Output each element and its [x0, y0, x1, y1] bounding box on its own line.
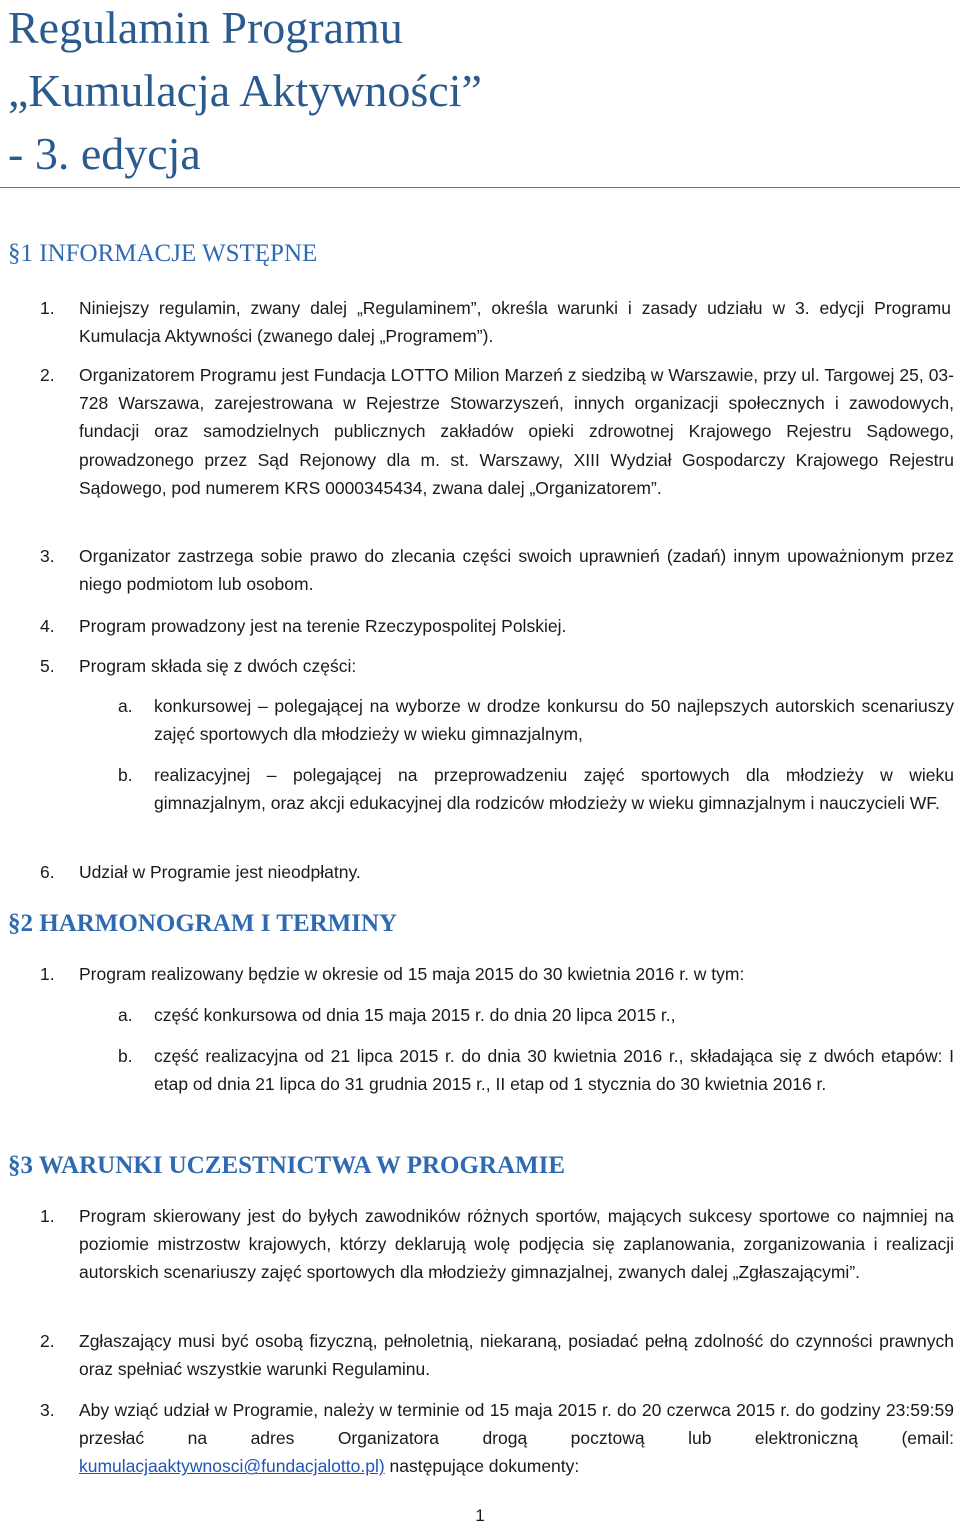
document-title [0, 0, 960, 185]
section-3-heading: §3 WARUNKI UCZESTNICTWA W PROGRAMIE [8, 1152, 566, 1179]
s3-item-1-text: Program skierowany jest do byłych zawodników różnych sportów, mających sukcesy sportowe co najmniej na poziomie mistrzostw krajowych, którzy deklarują wolę podjęcia się zaplanowania, zorganizowania i realizacji autorskich scenariuszy zajęć sportowych dla młodzieży gimnazjalnej, zwanych dalej „Zgłaszającymi”. [79, 1206, 954, 1283]
s1-item-5b-letter: b. [118, 765, 133, 785]
s1-item-5-text: Program składa się z dwóch części: [79, 656, 357, 676]
s1-item-6-text: Udział w Programie jest nieodpłatny. [79, 862, 361, 882]
s3-item-3-number: 3. [40, 1400, 55, 1420]
s1-item-5-number: 5. [40, 656, 55, 676]
title-line-2: „Kumulacja Aktywności” [8, 65, 482, 116]
s1-item-5b-text: realizacyjnej – polegającej na przeprowadzeniu zajęć sportowych dla młodzieży w wieku gimnazjalnym, oraz akcji edukacyjnej dla rodziców młodzieży w wieku gimnazjalnym i nauczycieli WF. [154, 765, 954, 814]
s1-item-2-text: Organizatorem Programu jest Fundacja LOTTO Milion Marzeń z siedzibą w Warszawie, przy ul. Targowej 25, 03-728 Warszawa, zarejestrowana w Rejestrze Stowarzyszeń, innych organizacji społecznych i zawodowych, fundacji oraz samodzielnych publicznych zakładów opieki zdrowotnej Krajowego Rejestru Sądowego, prowadzonego przez Sąd Rejonowy dla m. st. Warszawy, XIII Wydział Gospodarczy Krajowego Rejestru Sądowego, pod numerem KRS 0000345434, zwana dalej „Organizatorem”. [79, 365, 954, 498]
s1-item-3-text: Organizator zastrzega sobie prawo do zlecania części swoich uprawnień (zadań) innym upoważnionym przez niego podmiotom lub osobom. [79, 546, 954, 595]
title-divider [0, 187, 960, 188]
title-line-3: - 3. edycja [8, 128, 201, 179]
s1-item-2-number: 2. [40, 365, 55, 385]
s3-item-3-text-after: następujące dokumenty: [384, 1456, 580, 1477]
s1-item-3-number: 3. [40, 546, 55, 566]
s1-item-1-number: 1. [40, 298, 55, 318]
s1-item-6-number: 6. [40, 862, 55, 882]
title-line-1: Regulamin Programu [8, 2, 403, 53]
section-2-heading: §2 HARMONOGRAM I TERMINY [8, 910, 398, 937]
s1-item-1-text: Niniejszy regulamin, zwany dalej „Regulaminem”, określa warunki i zasady udziału w 3. edycji Programu Kumulacja Aktywności (zwanego dalej „Programem”). [79, 298, 951, 347]
s1-item-5a-text: konkursowej – polegającej na wyborze w drodze konkursu do 50 najlepszych autorskich scenariuszy zajęć sportowych dla młodzieży w wieku gimnazjalnym, [154, 696, 954, 745]
s3-item-2-text: Zgłaszający musi być osobą fizyczną, pełnoletnią, niekaraną, posiadać pełną zdolność do czynności prawnych oraz spełniać wszystkie warunki Regulaminu. [79, 1331, 954, 1380]
s2-item-1b-text: część realizacyjna od 21 lipca 2015 r. do dnia 30 kwietnia 2016 r., składająca się z dwóch etapów: I etap od dnia 21 lipca do 31 grudnia 2015 r., II etap od 1 stycznia do 30 kwietnia 2016 r. [154, 1046, 954, 1095]
s3-item-2-number: 2. [40, 1331, 55, 1351]
s2-item-1-number: 1. [40, 964, 55, 984]
email-link[interactable]: kumulacjaaktywnosci@fundacjalotto.pl) [79, 1456, 385, 1477]
s1-item-4-number: 4. [40, 616, 55, 636]
s1-item-5a-letter: a. [118, 696, 133, 716]
s2-item-1a-text: część konkursowa od dnia 15 maja 2015 r. do dnia 20 lipca 2015 r., [154, 1005, 676, 1025]
s2-item-1b-letter: b. [118, 1046, 133, 1066]
section-1-heading: §1 INFORMACJE WSTĘPNE [8, 240, 318, 267]
s3-item-1-number: 1. [40, 1206, 55, 1226]
s2-item-1-text: Program realizowany będzie w okresie od 15 maja 2015 do 30 kwietnia 2016 r. w tym: [79, 964, 745, 984]
page-number: 1 [475, 1506, 485, 1525]
s1-item-4-text: Program prowadzony jest na terenie Rzeczypospolitej Polskiej. [79, 616, 567, 636]
s2-item-1a-letter: a. [118, 1005, 133, 1025]
s3-item-3-text-before: Aby wziąć udział w Programie, należy w terminie od 15 maja 2015 r. do 20 czerwca 2015 r. do godziny 23:59:59 przesłać na adres Organizatora drogą pocztową lub elektroniczną (email: [79, 1400, 954, 1449]
s3-item-3-text [79, 1396, 954, 1481]
